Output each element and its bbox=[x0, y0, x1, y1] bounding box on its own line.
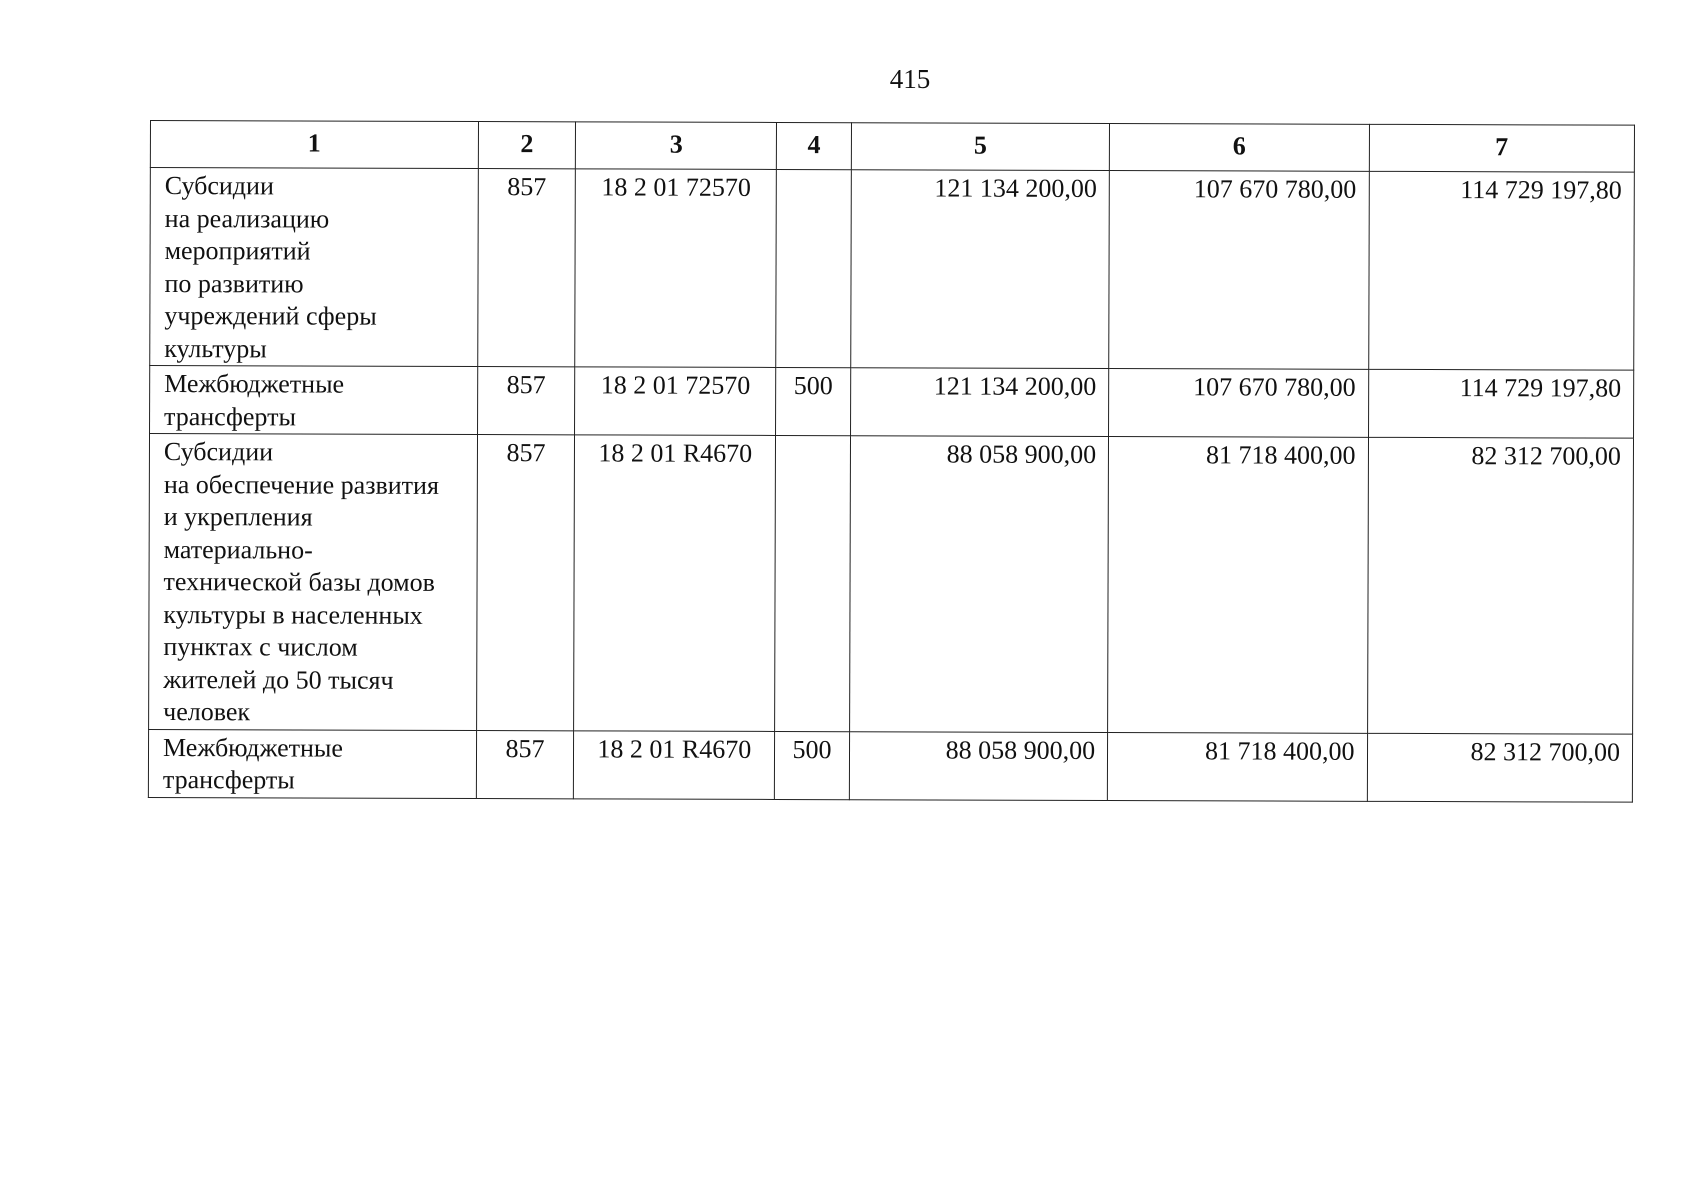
page-number: 415 bbox=[889, 64, 931, 94]
table-row bbox=[150, 366, 1634, 439]
row-amount-1: 88 058 900,00 bbox=[849, 731, 1108, 800]
row-vr bbox=[776, 169, 851, 367]
row-grbs: 857 bbox=[476, 435, 574, 731]
row-vr: 500 bbox=[776, 367, 851, 435]
row-amount-2: 107 670 780,00 bbox=[1109, 171, 1369, 370]
table-row bbox=[149, 434, 1634, 734]
row-amount-2: 81 718 400,00 bbox=[1108, 437, 1368, 733]
row-vr: 500 bbox=[775, 731, 850, 799]
header-row bbox=[150, 121, 1634, 173]
table-row bbox=[150, 168, 1635, 371]
row-name: Межбюджетные трансферты bbox=[150, 366, 478, 435]
row-grbs: 857 bbox=[477, 169, 575, 367]
header-col-3: 3 bbox=[576, 122, 777, 170]
header-col-6: 6 bbox=[1109, 124, 1369, 172]
row-vr bbox=[775, 435, 850, 731]
row-csr: 18 2 01 R4670 bbox=[574, 730, 775, 799]
row-amount-1: 121 134 200,00 bbox=[850, 170, 1109, 369]
row-csr: 18 2 01 R4670 bbox=[574, 435, 776, 731]
header-col-1: 1 bbox=[150, 121, 478, 169]
header-col-7: 7 bbox=[1369, 124, 1635, 172]
row-amount-3: 114 729 197,80 bbox=[1368, 171, 1634, 370]
row-amount-2: 81 718 400,00 bbox=[1108, 732, 1368, 801]
row-amount-3: 82 312 700,00 bbox=[1367, 437, 1633, 733]
row-csr: 18 2 01 72570 bbox=[575, 169, 777, 368]
header-col-4: 4 bbox=[777, 122, 852, 169]
row-amount-1: 88 058 900,00 bbox=[849, 436, 1108, 732]
row-amount-1: 121 134 200,00 bbox=[850, 368, 1109, 437]
row-amount-2: 107 670 780,00 bbox=[1109, 369, 1369, 438]
row-name: Субсидии на реализацию мероприятий по развитию учреждений сферы культуры bbox=[150, 168, 478, 367]
row-grbs: 857 bbox=[476, 730, 574, 798]
budget-table bbox=[148, 120, 1635, 802]
row-amount-3: 114 729 197,80 bbox=[1368, 369, 1634, 438]
header-col-5: 5 bbox=[851, 123, 1110, 171]
row-amount-3: 82 312 700,00 bbox=[1367, 733, 1633, 802]
row-csr: 18 2 01 72570 bbox=[575, 367, 776, 436]
row-name: Межбюджетные трансферты bbox=[148, 729, 476, 798]
row-grbs: 857 bbox=[477, 367, 575, 435]
table-row bbox=[148, 729, 1632, 802]
header-col-2: 2 bbox=[478, 122, 576, 169]
row-name: Субсидии на обеспечение развития и укрепления материально- технической базы домов культуры в населенных пунктах с числом жителей до 50 тысяч человек bbox=[149, 434, 478, 731]
